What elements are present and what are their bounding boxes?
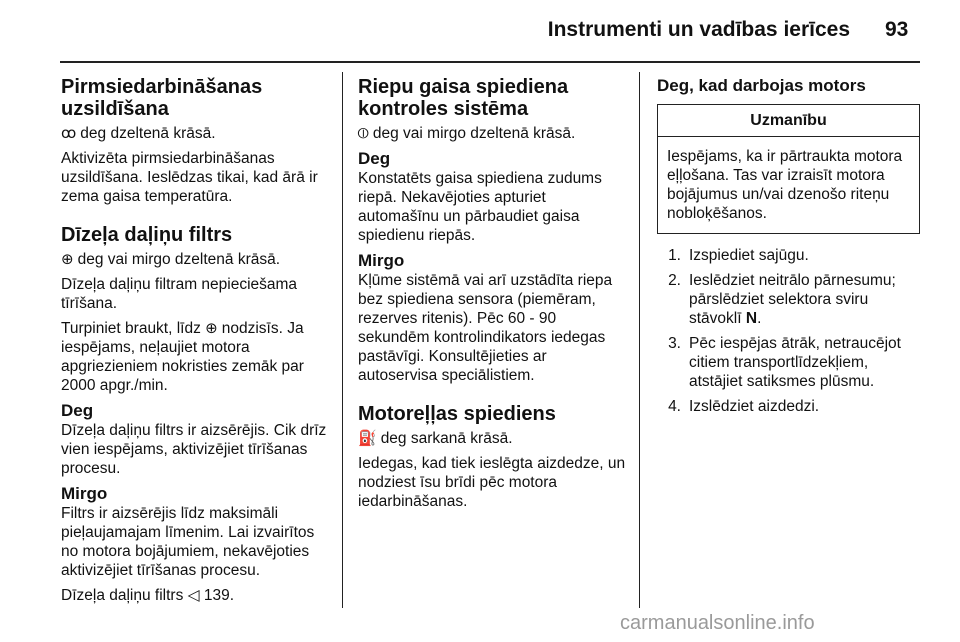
subheading-mirgo: Mirgo [358,251,405,270]
caution-title: Uzmanību [658,105,919,137]
paragraph: Turpiniet braukt, līdz ⊕ nodzisīs. Ja iespējams, neļaujiet motora apgriezieniem nokristies zemāk par 2000 apgr./min. [61,320,304,394]
paragraph: Dīzeļa daļiņu filtram nepieciešama tīrīšana. [61,276,298,312]
column-divider-2 [639,72,640,608]
paragraph: ꝏ deg dzeltenā krāsā. [61,125,216,142]
glow-plug-icon: ꝏ [61,125,77,142]
paragraph: Iedegas, kad tiek ieslēgta aizdedze, un nodziest īsu brīdi pēc motora iedarbināšanas. [358,455,626,510]
paragraph: Dīzeļa daļiņu filtrs ir aizsērējis. Cik drīz vien iespējams, aktivizējiet tīrīšanas procesu. [61,422,327,477]
subheading-mirgo: Mirgo [61,484,108,503]
watermark: carmanualsonline.info [620,612,815,634]
paragraph: ⦶ deg vai mirgo dzeltenā krāsā. [358,125,576,142]
reference-page[interactable]: 139. [203,587,235,604]
paragraph: ⊕ deg vai mirgo dzeltenā krāsā. [61,251,281,268]
column-divider-1 [342,72,343,608]
subheading-deg: Deg [61,401,94,420]
tire-pressure-icon: ⦶ [358,125,369,142]
header-title: Instrumenti un vadības ierīces [547,18,850,41]
diesel-particulate-filter-icon: ⊕ [205,320,218,337]
section-heading-engine-running: Deg, kad darbojas motors [657,76,866,95]
reference-arrow-icon: ◁ [187,587,200,604]
paragraph: Konstatēts gaisa spiediena zudums riepā. Nekavējoties apturiet automašīnu un pārbaudiet gaisa spiedienu riepās. [358,170,602,244]
page-reference: Dīzeļa daļiņu filtrs ◁ 139. [61,587,235,604]
section-heading-dpf: Dīzeļa daļiņu filtrs [61,224,233,246]
diesel-particulate-filter-icon: ⊕ [61,251,74,268]
list-item: 1. Izspiediet sajūgu. [668,247,809,264]
caution-text: Iespējams, ka ir pārtraukta motora eļļošana. Tas var izraisīt motora bojājumus un/vai dzenošo riteņu nobloķēšanos. [667,148,903,222]
list-item: 2. Ieslēdziet neitrālo pārnesumu; pārslēdziet selektora sviru stāvoklī N. [668,272,896,327]
paragraph: Aktivizēta pirmsiedarbināšanas uzsildīšana. Ieslēdzas tikai, kad ārā ir zema gaisa temperatūra. [61,150,318,205]
column-1 [61,76,329,611]
list-item: 4. Izslēdziet aizdedzi. [668,398,820,415]
steps-list [657,246,920,416]
subheading-deg: Deg [358,149,391,168]
paragraph: ⛽ deg sarkanā krāsā. [358,430,513,447]
section-heading-oil-pressure: Motoreļļas spiediens [358,403,556,425]
column-3 [657,76,920,422]
section-heading-preheating: Pirmsiedarbināšanas uzsildīšana [61,76,263,120]
paragraph: Kļūme sistēmā vai arī uzstādīta riepa bez spiediena sensora (piemēram, rezerves ritenis). Pēc 60 - 90 sekundēm kontrolindikators iedegas pastāvīgi. Konsultējieties ar autoservisa speciālistiem. [358,272,613,384]
list-item: 3. Pēc iespējas ātrāk, netraucējot citiem transportlīdzekļiem, atstājiet satiksmes plūsmu. [668,335,901,390]
page-number: 93 [885,18,909,41]
oil-can-icon: ⛽ [358,430,377,447]
header-divider [60,61,920,63]
caution-box [657,104,920,234]
column-2 [358,76,626,517]
paragraph: Filtrs ir aizsērējis līdz maksimāli pieļaujamajam līmenim. Lai izvairītos no motora bojājumiem, nekavējoties aktivizējiet tīrīšanas procesu. [61,505,315,579]
section-heading-tpms: Riepu gaisa spiediena kontroles sistēma [358,76,569,120]
